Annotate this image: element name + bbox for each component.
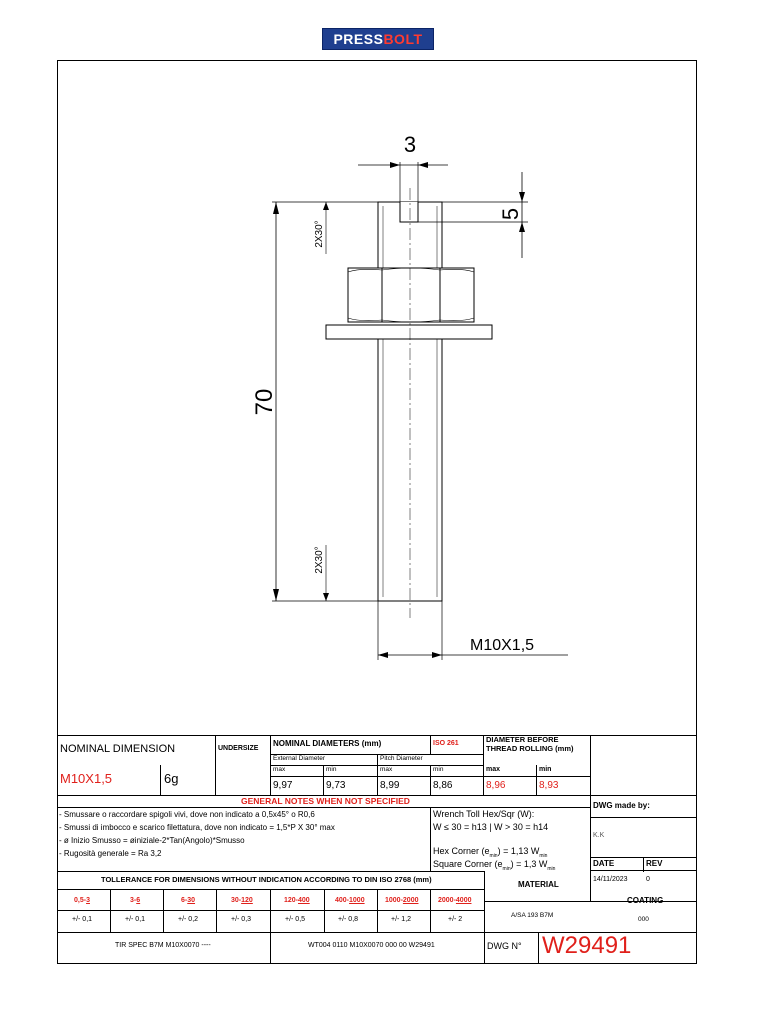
chamfer-bottom-label: 2X30° bbox=[314, 546, 325, 574]
material-label: MATERIAL bbox=[518, 880, 559, 889]
material-value: A/SA 193 B7M bbox=[511, 912, 554, 919]
range-cell: 400-1000 bbox=[335, 897, 365, 904]
logo-text-bolt: BOLT bbox=[383, 31, 423, 47]
logo-text-press: PRESS bbox=[333, 31, 384, 47]
wt-code: WT004 0110 M10X0070 000 00 W29491 bbox=[308, 942, 435, 949]
general-notes-title: GENERAL NOTES WHEN NOT SPECIFIED bbox=[241, 796, 410, 806]
date-label: DATE bbox=[593, 859, 615, 868]
roll-min-value: 8,93 bbox=[539, 780, 559, 791]
tol-value: +/- 2 bbox=[448, 916, 463, 923]
tir-spec: TIR SPEC B7M M10X0070 ---- bbox=[115, 942, 211, 949]
pitch-min-value: 8,86 bbox=[433, 780, 453, 791]
tol-value: +/- 0,8 bbox=[338, 916, 359, 923]
dwg-made-by: K.K bbox=[593, 832, 605, 839]
hex-nut bbox=[348, 268, 474, 322]
square-corner: Square Corner $(e_{min}) = 1,3$ $W_{min}$ bbox=[433, 859, 556, 872]
tolerance-title: TOLLERANCE FOR DIMENSIONS WITHOUT INDICATION ACCORDING TO DIN ISO 2768 (mm) bbox=[101, 875, 432, 884]
dwg-no-label: DWG N° bbox=[487, 941, 522, 951]
nominal-dimension-label: NOMINAL DIMENSION bbox=[60, 743, 176, 755]
tol-value: +/- 0,1 bbox=[125, 916, 146, 923]
pitch-max-label: max bbox=[380, 766, 393, 773]
roll-min-label: min bbox=[539, 766, 552, 773]
iso-261-label: ISO 261 bbox=[433, 740, 459, 747]
pitch-diameter-label: Pitch Diameter bbox=[380, 755, 423, 762]
tol-value: +/- 0,3 bbox=[231, 916, 252, 923]
note-3: - ø Inizio Smusso = øiniziale-2*Tan(Angolo)*Smusso bbox=[59, 836, 245, 845]
rev-value: 0 bbox=[646, 876, 650, 883]
dim-slot-depth-label: 5 bbox=[498, 207, 523, 221]
pitch-min-label: min bbox=[433, 766, 444, 773]
tol-value: +/- 0,5 bbox=[285, 916, 306, 923]
dwg-made-by-label: DWG made by: bbox=[593, 801, 650, 810]
ext-max-value: 9,97 bbox=[273, 780, 293, 791]
ext-min-value: 9,73 bbox=[326, 780, 346, 791]
hex-corner: Hex Corner $(e_{min}) = 1,13$ $W_{min}$ bbox=[433, 846, 548, 859]
range-cell: 2000-4000 bbox=[438, 897, 472, 904]
dim-slot-width-label: 3 bbox=[403, 132, 417, 157]
tol-value: +/- 0,2 bbox=[178, 916, 199, 923]
coating-value: 000 bbox=[638, 916, 649, 923]
range-cell: 120-400 bbox=[284, 897, 310, 904]
external-diameter-label: External Diameter bbox=[273, 755, 326, 762]
tol-value: +/- 1,2 bbox=[391, 916, 412, 923]
roll-max-label: max bbox=[486, 766, 501, 773]
diameter-before-rolling-label: DIAMETER BEFORE THREAD ROLLING (mm) bbox=[486, 735, 574, 753]
range-cell: 0,5-3 bbox=[74, 897, 90, 904]
rev-label: REV bbox=[646, 859, 663, 868]
note-1: - Smussare o raccordare spigoli vivi, dove non indicato a 0,5x45° o R0,6 bbox=[59, 810, 315, 819]
chamfer-top-label: 2X30° bbox=[314, 220, 325, 248]
note-2: - Smussi di imbocco e scarico filettatura, dove non indicato = 1,5*P X 30° max bbox=[59, 823, 335, 832]
tolerance-class: 6g bbox=[164, 771, 179, 786]
dwg-no-value: W29491 bbox=[542, 932, 632, 959]
slot bbox=[400, 202, 418, 222]
thread-label: M10X1,5 bbox=[470, 637, 535, 654]
range-cell: 6-30 bbox=[181, 897, 196, 904]
range-cell: 30-120 bbox=[231, 897, 253, 904]
nominal-value: M10X1,5 bbox=[60, 771, 113, 786]
dim-length-label: 70 bbox=[251, 388, 278, 416]
pitch-max-value: 8,99 bbox=[380, 780, 400, 791]
undersize-label: UNDERSIZE bbox=[218, 745, 259, 752]
ext-min-label: min bbox=[326, 766, 337, 773]
note-4: - Rugosità generale = Ra 3,2 bbox=[59, 849, 162, 858]
roll-max-value: 8,96 bbox=[486, 780, 506, 791]
tol-value: +/- 0,1 bbox=[72, 916, 93, 923]
date-value: 14/11/2023 bbox=[593, 876, 628, 883]
coating-label: COATING bbox=[627, 896, 664, 905]
range-cell: 3-6 bbox=[130, 897, 141, 904]
nominal-diameters-label: NOMINAL DIAMETERS (mm) bbox=[273, 739, 382, 748]
range-cell: 1000-2000 bbox=[385, 897, 419, 904]
wrench-rule: W ≤ 30 = h13 | W > 30 = h14 bbox=[433, 822, 549, 832]
washer bbox=[326, 325, 492, 339]
wrench-title: Wrench Toll Hex/Sqr (W): bbox=[433, 809, 535, 819]
ext-max-label: max bbox=[273, 766, 286, 773]
